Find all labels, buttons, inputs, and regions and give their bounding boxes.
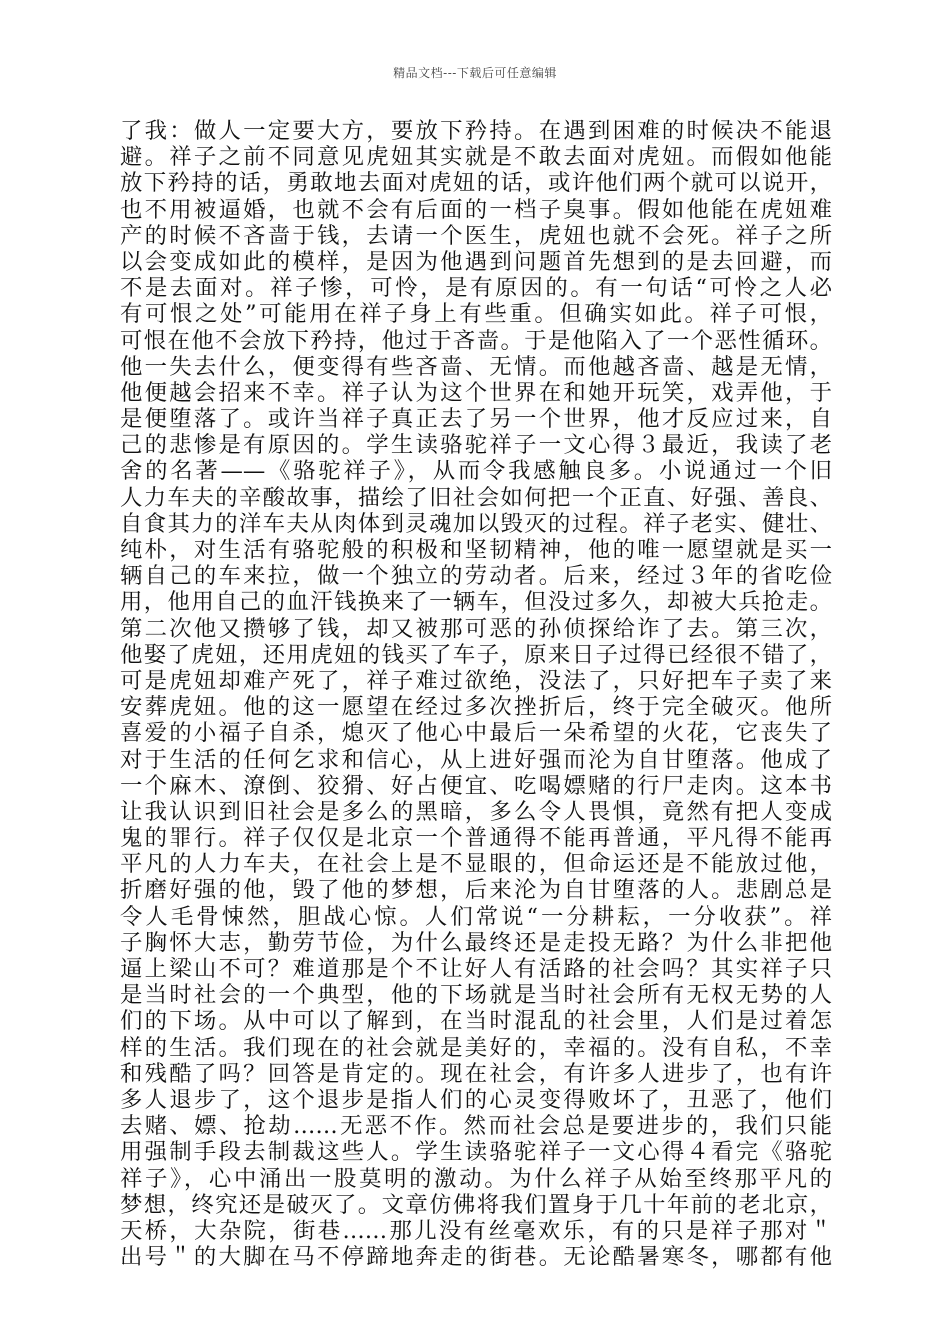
text-line: 辆自己的车来拉，做一个独立的劳动者。后来，经过３年的省吃俭 [120, 563, 832, 590]
text-line: 人力车夫的辛酸故事，描绘了旧社会如何把一个正直、好强、善良、 [120, 484, 832, 511]
text-line: 鬼的罪行。祥子仅仅是北京一个普通得不能再普通，平凡得不能再 [120, 825, 832, 852]
text-line: 以会变成如此的模样，是因为他遇到问题首先想到的是去回避，而 [120, 248, 832, 275]
text-line: 也不用被逼婚，也就不会有后面的一档子臭事。假如他能在虎妞难 [120, 196, 832, 223]
text-line: 是便堕落了。或许当祥子真正去了另一个世界，他才反应过来，自 [120, 406, 832, 433]
text-line: 喜爱的小福子自杀，熄灭了他心中最后一朵希望的火花，它丧失了 [120, 720, 832, 747]
text-line: 让我认识到旧社会是多么的黑暗，多么令人畏惧，竟然有把人变成 [120, 798, 832, 825]
text-line: 避。祥子之前不同意见虎妞其实就是不敢去面对虎妞。而假如他能 [120, 144, 832, 171]
text-line: 子胸怀大志，勤劳节俭，为什么最终还是走投无路？为什么非把他 [120, 929, 832, 956]
text-line: 令人毛骨悚然，胆战心惊。人们常说“一分耕耘，一分收获”。祥 [120, 903, 832, 930]
text-line: 有可恨之处”可能用在祥子身上有些重。但确实如此。祥子可恨， [120, 301, 832, 328]
text-line: 放下矜持的话，勇敢地去面对虎妞的话，或许他们两个就可以说开， [120, 170, 832, 197]
text-line: 对于生活的任何乞求和信心，从上进好强而沦为自甘堕落。他成了 [120, 746, 832, 773]
text-line: 纯朴，对生活有骆驼般的积极和坚韧精神，他的唯一愿望就是买一 [120, 537, 832, 563]
text-line: 和残酷了吗？回答是肯定的。现在社会，有许多人进步了，也有许 [120, 1060, 832, 1087]
text-line: 去赌、嫖、抢劫……无恶不作。然而社会总是要进步的，我们只能 [120, 1113, 832, 1140]
text-line: 第二次他又攒够了钱，却又被那可恶的孙侦探给诈了去。第三次， [120, 615, 832, 642]
text-line: 他娶了虎妞，还用虎妞的钱买了车子，原来日子过得已经很不错了， [120, 641, 832, 668]
text-line: 逼上梁山不可？难道那是个不让好人有活路的社会吗？其实祥子只 [120, 956, 832, 982]
text-line: 用，他用自己的血汗钱换来了一辆车，但没过多久，却被大兵抢走。 [120, 589, 832, 616]
text-line: 他便越会招来不幸。祥子认为这个世界在和她开玩笑，戏弄他，于 [120, 379, 832, 406]
text-line: 梦想，终究还是破灭了。文章仿佛将我们置身于几十年前的老北京， [120, 1191, 832, 1218]
page-header: 精品文档---下载后可任意编辑 [393, 66, 557, 80]
text-line: 了我：做人一定要大方，要放下矜持。在遇到困难的时候决不能退 [120, 118, 832, 144]
text-line: 不是去面对。祥子惨，可怜，是有原因的。有一句话“可怜之人必 [120, 275, 832, 302]
text-line: 己的悲惨是有原因的。学生读骆驼祥子一文心得３最近，我读了老 [120, 432, 832, 459]
text-line: 可恨在他不会放下矜持，他过于吝啬。于是他陷入了一个恶性循环。 [120, 327, 832, 354]
text-line: 自食其力的洋车夫从肉体到灵魂加以毁灭的过程。祥子老实、健壮、 [120, 510, 832, 537]
body-text [120, 118, 832, 1270]
text-line: 安葬虎妞。他的这一愿望在经过多次挫折后，终于完全破灭。他所 [120, 694, 832, 721]
text-line: 们的下场。从中可以了解到，在当时混乱的社会里，人们是过着怎 [120, 1008, 832, 1035]
text-line: 可是虎妞却难产死了，祥子难过欲绝，没法了，只好把车子卖了来 [120, 667, 832, 694]
text-line: 出号＂的大脚在马不停蹄地奔走的街巷。无论酷暑寒冬，哪都有他 [120, 1244, 832, 1271]
text-line: 用强制手段去制裁这些人。学生读骆驼祥子一文心得４看完《骆驼 [120, 1139, 832, 1166]
text-line: 折磨好强的他，毁了他的梦想，后来沦为自甘堕落的人。悲剧总是 [120, 877, 832, 904]
text-line: 天桥，大杂院，街巷……那儿没有丝毫欢乐，有的只是祥子那对＂ [120, 1217, 832, 1244]
text-line: 样的生活。我们现在的社会就是美好的，幸福的。没有自私，不幸 [120, 1034, 832, 1061]
text-line: 他一失去什么，便变得有些吝啬、无情。而他越吝啬、越是无情， [120, 353, 832, 380]
text-line: 一个麻木、潦倒、狡猾、好占便宜、吃喝嫖赌的行尸走肉。这本书 [120, 772, 832, 799]
text-line: 多人退步了，这个退步是指人们的心灵变得败坏了，丑恶了，他们 [120, 1086, 832, 1113]
text-line: 祥子》，心中涌出一股莫明的激动。为什么祥子从始至终那平凡的 [120, 1165, 832, 1192]
text-line: 产的时候不吝啬于钱，去请一个医生，虎妞也就不会死。祥子之所 [120, 222, 832, 249]
text-line: 平凡的人力车夫，在社会上是不显眼的，但命运还是不能放过他， [120, 851, 832, 878]
text-line: 是当时社会的一个典型，他的下场就是当时社会所有无权无势的人 [120, 982, 832, 1009]
text-line: 舍的名著——《骆驼祥子》，从而令我感触良多。小说通过一个旧 [120, 458, 832, 485]
